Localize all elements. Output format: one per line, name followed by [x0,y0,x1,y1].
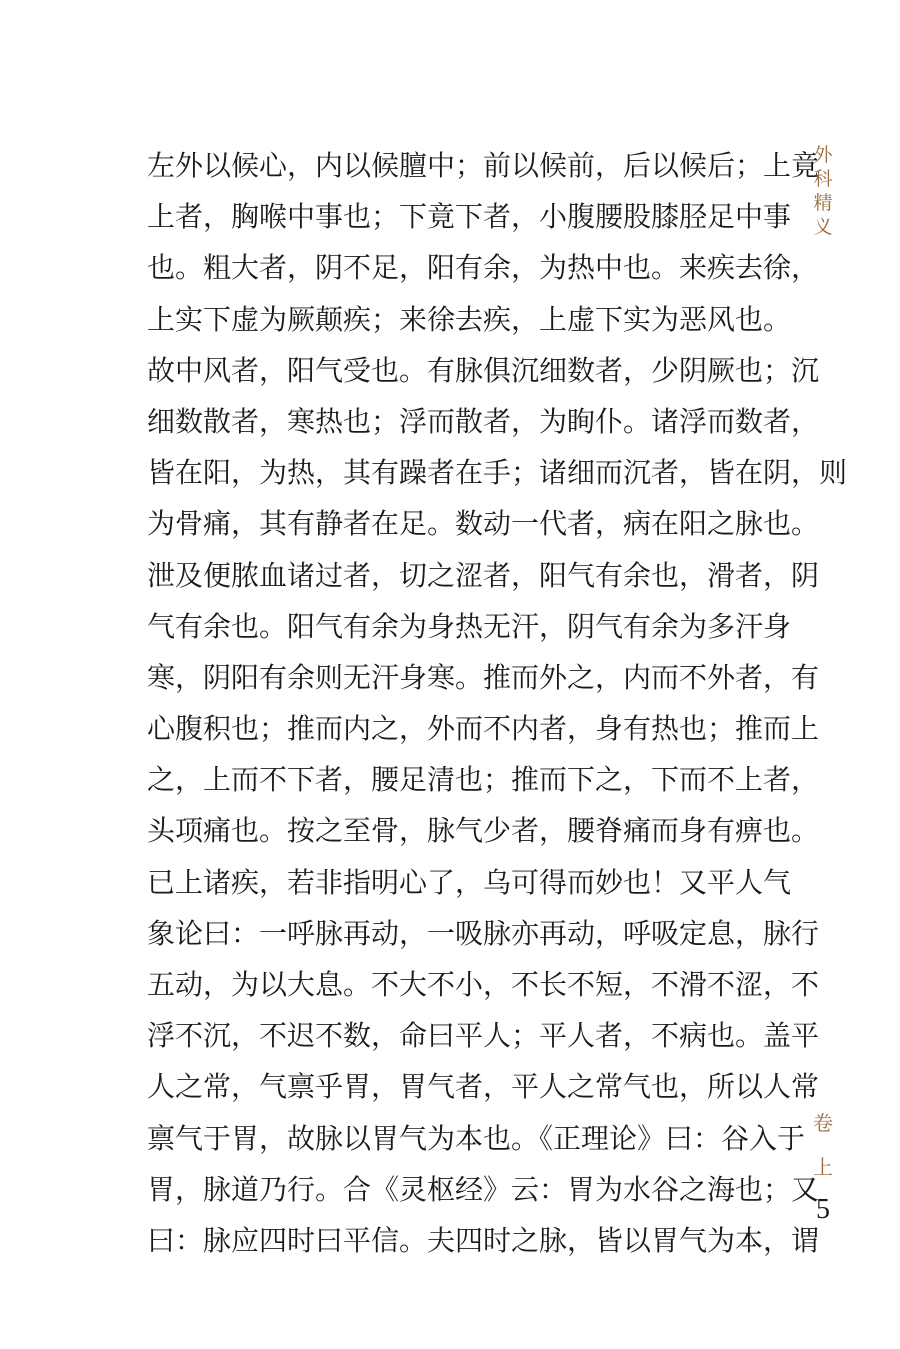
text-line: 泄及便脓血诸过者，切之涩者，阳气有余也，滑者，阴 [147,558,820,592]
volume-char: 卷 [813,1111,833,1135]
running-title-char: 外 [813,144,833,166]
text-line: 上实下虚为厥颠疾；来徐去疾，上虚下实为恶风也。 [147,302,792,336]
text-line: 头项痛也。按之至骨，脉气少者，腰脊痛而身有痹也。 [147,814,820,848]
text-line: 左外以候心，内以候膻中；前以候前，后以候后；上竟 [147,149,820,182]
volume-char: 上 [813,1155,833,1179]
running-title [808,143,838,239]
text-line: 寒，阴阳有余则无汗身寒。推而外之，内而不外者，有 [147,660,820,694]
text-line: 心腹积也；推而内之，外而不内者，身有热也；推而上 [147,712,820,746]
running-title-char: 义 [813,216,833,238]
text-line: 五动，为以大息。不大不小，不长不短，不滑不涩，不 [147,968,820,1001]
text-line: 之，上而不下者，腰足清也；推而下之，下而不上者， [147,763,820,797]
text-line: 已上诸疾，若非指明心了，乌可得而妙也！又平人气 [147,865,792,899]
text-line: 也。粗大者，阴不足，阳有余，为热中也。来疾去徐， [147,251,820,285]
text-line: 气有余也。阳气有余为身热无汗，阴气有余为多汗身 [147,609,792,643]
text-line: 皆在阳，为热，其有躁者在手；诸细而沉者，皆在阴，则 [147,456,848,490]
text-line: 为骨痛，其有静者在足。数动一代者，病在阳之脉也。 [147,507,820,541]
text-line: 细数散者，寒热也；浮而散者，为眴仆。诸浮而数者， [147,404,820,438]
text-line: 上者，胸喉中事也；下竟下者，小腹腰股膝胫足中事 [147,200,792,234]
text-line: 故中风者，阳气受也。有脉俱沉细数者，少阴厥也；沉 [147,353,820,387]
page-number: 5 [816,1194,830,1225]
running-title-char: 精 [813,192,833,214]
body-text [147,140,848,1266]
text-line: 浮不沉，不迟不数，命曰平人；平人者，不病也。盖平 [147,1019,820,1053]
text-line: 象论曰：一呼脉再动，一吸脉亦再动，呼吸定息，脉行 [147,916,820,950]
text-line: 禀气于胃，故脉以胃气为本也。《正理论》曰：谷入于 [147,1121,806,1155]
volume-label [808,1108,838,1196]
text-line: 人之常，气禀乎胃，胃气者，平人之常气也，所以人常 [147,1070,820,1104]
text-line: 胃，脉道乃行。合《灵枢经》云：胃为水谷之海也；又 [147,1172,820,1206]
running-title-char: 科 [813,168,833,190]
text-line: 曰：脉应四时曰平信。夫四时之脉，皆以胃气为本，谓 [147,1223,820,1257]
